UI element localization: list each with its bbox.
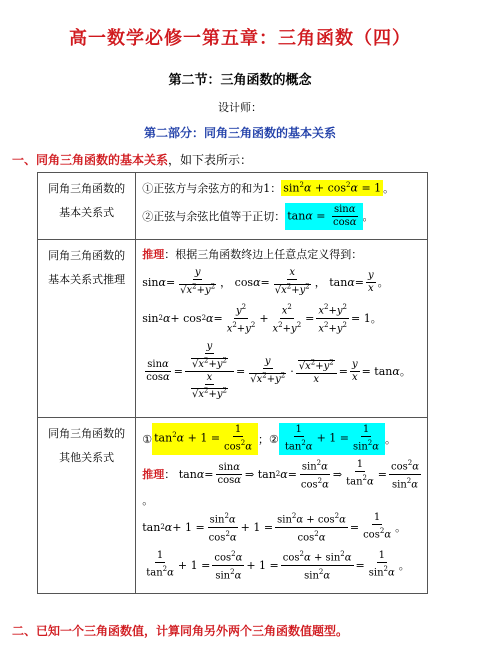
table-row	[38, 240, 428, 418]
section-title: 第二节：三角函数的概念	[168, 73, 312, 88]
row2-reason-text: ：根据三角函数终边上任意点定义得到：	[164, 248, 363, 261]
row1-label	[38, 173, 136, 240]
page-title: 高一数学必修一第五章：三角函数（四）	[69, 28, 411, 49]
formula-tan-plus-one: tan 2 α + 1 = $\frac{\sin^2\alpha}{\cos^2\alpha}$ + 1 = $\frac{\sin^2\alpha + \cos^2\alpha}{\cos^2\alpha}$ = $\frac{1}{\cos^2\alpha}$ 。	[142, 512, 407, 543]
row1-item2-prefix: ②正弦与余弦比值等于正切：	[142, 210, 286, 223]
row2-reason-label: 推理	[142, 248, 165, 261]
row3-reason-label: 推理	[142, 468, 165, 481]
period-mark: 。	[142, 494, 154, 507]
row2-label-a: 同角三角函数的	[48, 249, 126, 262]
formula-definitions: sin α = $\frac{y}{√x^2+y^2}$ ， cos α = $\frac{x}{√x^2+y^2}$ ， tan α = $\frac{y}{x}$ 。	[142, 267, 389, 296]
tan-sec-identity: $\tan^2\alpha + 1$ = $\frac{1}{\cos^2\alpha}$	[152, 423, 258, 454]
formula-cot-plus-one: $\frac{1}{\tan^2\alpha}$ + 1 = $\frac{\cos^2\alpha}{\sin^2\alpha}$ + 1 = $\frac{\cos^2\alpha + \sin^2\alpha}{\sin^2\alpha}$ = $\frac{1}{\sin^2\alpha}$ 。	[146, 550, 410, 581]
formula-ratio: $\frac{\sin\alpha}{\cos\alpha}$ = $\frac{\frac{y}{√x^2+y^2}}{\frac{x}{√x^2+y^2}}$ = $\frac{y}{√x^2+y^2}$ · $\frac{√x^2+y^2}{x}$ = $\frac{y}{x}$ = tan α 。	[146, 341, 411, 400]
row3-identities: ① $\tan^2\alpha + 1$ = $\frac{1}{\cos^2\alpha}$ ； ② $\frac{1}{\tan^2\alpha}$ + 1 = $\frac{1}{\sin^2\alpha}$ 。	[142, 424, 397, 453]
relations-table	[37, 172, 428, 594]
row2-content	[136, 240, 428, 418]
section1-heading	[12, 151, 252, 168]
row1-item2: ②正弦与余弦比值等于正切： tanα = $\frac{\sin\alpha}{\cos\alpha}$ 。	[142, 203, 374, 228]
pythagorean-identity: $\sin^2\alpha + \cos^2\alpha = 1$	[283, 181, 382, 195]
row1-item1: ①正弦方与余弦方的和为1： $\sin^2\alpha + \cos^2\alpha = 1$ 。	[142, 181, 395, 195]
section1-suffix: ，如下表所示：	[168, 153, 253, 167]
part-title: 第二部分：同角三角函数的基本关系	[143, 126, 336, 140]
designer-label: 设计师：	[218, 101, 262, 114]
formula-sum-squares: sin 2 α + cos 2 α = $\frac{y^2}{x^2+y^2}$ + $\frac{x^2}{x^2+y^2}$ = $\frac{x^2+y^2}{x^2+y^2}$ = 1。	[142, 303, 382, 334]
row3-content	[136, 418, 428, 594]
row3-reason: 推理 ： tan α = $\frac{\sin\alpha}{\cos\alpha}$ ⇒ tan 2 α = $\frac{\sin^2\alpha}{\cos^2\alpha}$ ⇒ $\frac{1}{\tan^2\alpha}$ = $\frac{\cos^2\alpha}{\sin^2\alpha}$	[142, 459, 419, 490]
row1-item1-prefix: ①正弦方与余弦方的和为1：	[142, 182, 282, 195]
section1-heading-text: 一、同角三角函数的基本关系	[12, 153, 169, 167]
row2-label-b: 基本关系式推理	[48, 273, 126, 286]
row2-label	[38, 240, 136, 418]
row1-label-a: 同角三角函数的	[48, 182, 126, 195]
row3-label-b: 其他关系式	[59, 451, 115, 464]
section2-heading	[12, 622, 348, 639]
row3-label-a: 同角三角函数的	[48, 427, 126, 440]
row3-label	[38, 418, 136, 594]
table-row	[38, 173, 428, 240]
table-row	[38, 418, 428, 594]
row2-reason	[142, 244, 423, 264]
row1-content	[136, 173, 428, 240]
row1-label-b: 基本关系式	[59, 206, 115, 219]
cot-csc-identity: $\frac{1}{\tan^2\alpha}$ + 1 = $\frac{1}{\sin^2\alpha}$	[279, 423, 385, 454]
tangent-identity: tanα = $\frac{\sin\alpha}{\cos\alpha}$	[285, 203, 362, 230]
section2-heading-text: 二、已知一个三角函数值，计算同角另外两个三角函数值题型。	[12, 624, 349, 638]
